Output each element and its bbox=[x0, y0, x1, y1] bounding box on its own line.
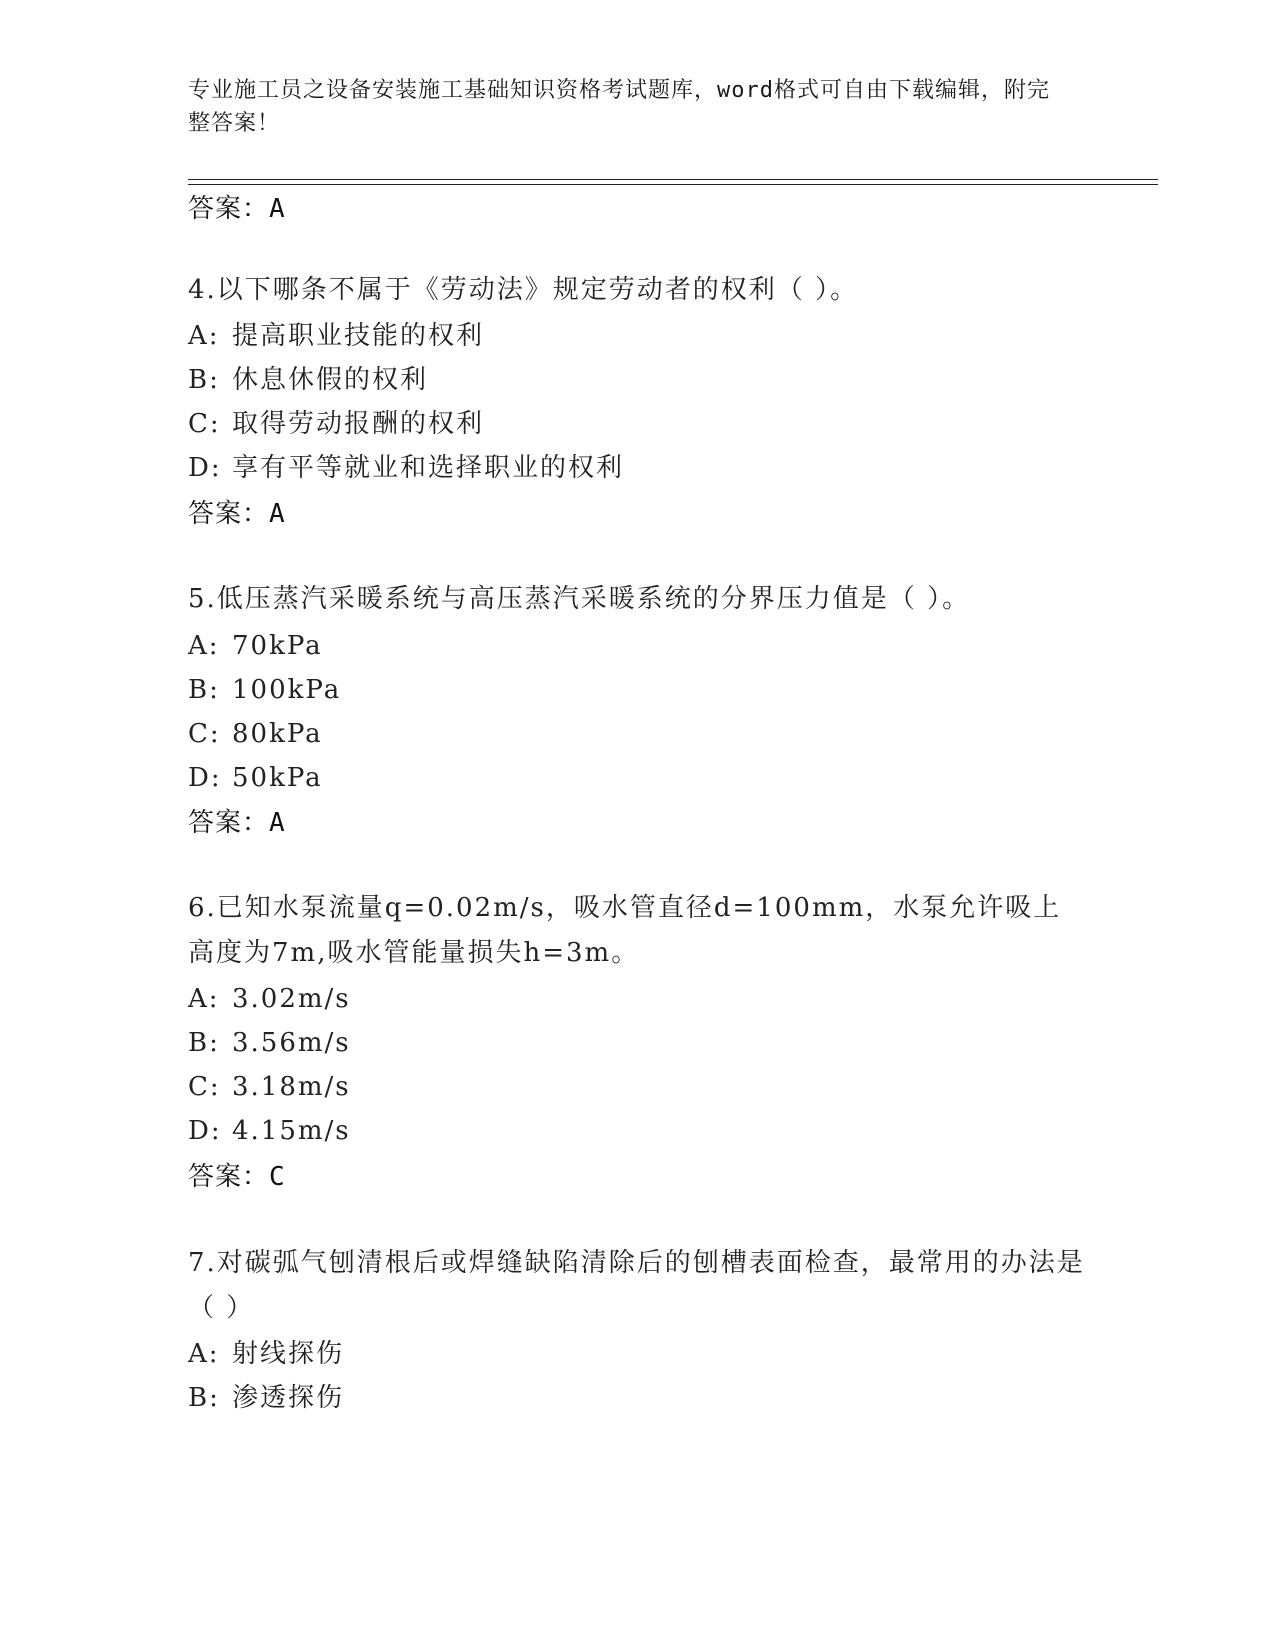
option-text: 70kPa bbox=[232, 631, 323, 661]
header-divider-top bbox=[188, 179, 1158, 180]
question-6-option-d bbox=[188, 1114, 351, 1148]
option-text: 提高职业技能的权利 bbox=[232, 321, 485, 351]
question-4-option-b bbox=[188, 363, 428, 397]
option-key: D: bbox=[188, 453, 222, 483]
option-text: 50kPa bbox=[232, 763, 323, 793]
question-5-option-a bbox=[188, 629, 323, 663]
question-7-option-b bbox=[188, 1381, 344, 1415]
option-key: A: bbox=[188, 631, 220, 661]
answer-6: 答案：C bbox=[188, 1162, 286, 1192]
option-text: 3.56m/s bbox=[232, 1028, 351, 1058]
question-6-option-b bbox=[188, 1026, 351, 1060]
option-key: C: bbox=[188, 409, 221, 439]
option-text: 100kPa bbox=[232, 675, 342, 705]
option-key: D: bbox=[188, 763, 222, 793]
header-divider-bottom bbox=[188, 184, 1158, 185]
option-key: A: bbox=[188, 321, 220, 351]
option-key: B: bbox=[188, 1383, 220, 1413]
option-text: 取得劳动报酬的权利 bbox=[232, 409, 485, 439]
option-key: B: bbox=[188, 1028, 220, 1058]
question-6-stem: 6.已知水泵流量q=0.02m/s，吸水管直径d=100mm，水泵允许吸上高度为7m,吸水管能量损失h=3m。 bbox=[188, 893, 1062, 968]
question-5-option-b bbox=[188, 673, 341, 707]
option-text: 享有平等就业和选择职业的权利 bbox=[232, 453, 625, 483]
option-text: 射线探伤 bbox=[232, 1339, 345, 1369]
question-6-option-a bbox=[188, 982, 351, 1016]
question-4-option-c bbox=[188, 407, 484, 441]
option-text: 4.15m/s bbox=[232, 1116, 351, 1146]
option-text: 3.18m/s bbox=[232, 1072, 351, 1102]
question-7-option-a bbox=[188, 1337, 344, 1371]
document-header: 专业施工员之设备安装施工基础知识资格考试题库，word格式可自由下载编辑，附完整答案！ bbox=[188, 78, 1050, 136]
option-text: 3.02m/s bbox=[232, 984, 351, 1014]
question-7-stem: 7.对碳弧气刨清根后或焊缝缺陷清除后的刨槽表面检查，最常用的办法是（ ） bbox=[188, 1248, 1085, 1323]
answer-4: 答案：A bbox=[188, 499, 286, 529]
option-key: C: bbox=[188, 1072, 221, 1102]
option-key: D: bbox=[188, 1116, 222, 1146]
question-4-option-a bbox=[188, 319, 484, 353]
option-key: A: bbox=[188, 984, 220, 1014]
question-6-option-c bbox=[188, 1070, 351, 1104]
question-4-stem: 4.以下哪条不属于《劳动法》规定劳动者的权利（ ）。 bbox=[188, 275, 859, 305]
option-key: B: bbox=[188, 365, 220, 395]
option-key: C: bbox=[188, 719, 221, 749]
answer-5: 答案：A bbox=[188, 808, 286, 838]
question-5-stem: 5.低压蒸汽采暖系统与高压蒸汽采暖系统的分界压力值是（ ）。 bbox=[188, 584, 971, 614]
question-5-option-d bbox=[188, 761, 323, 795]
option-key: A: bbox=[188, 1339, 220, 1369]
option-text: 休息休假的权利 bbox=[232, 365, 429, 395]
question-5-option-c bbox=[188, 717, 323, 751]
question-4-option-d bbox=[188, 451, 624, 485]
option-key: B: bbox=[188, 675, 220, 705]
answer-3: 答案：A bbox=[188, 194, 286, 224]
option-text: 80kPa bbox=[232, 719, 323, 749]
option-text: 渗透探伤 bbox=[232, 1383, 345, 1413]
